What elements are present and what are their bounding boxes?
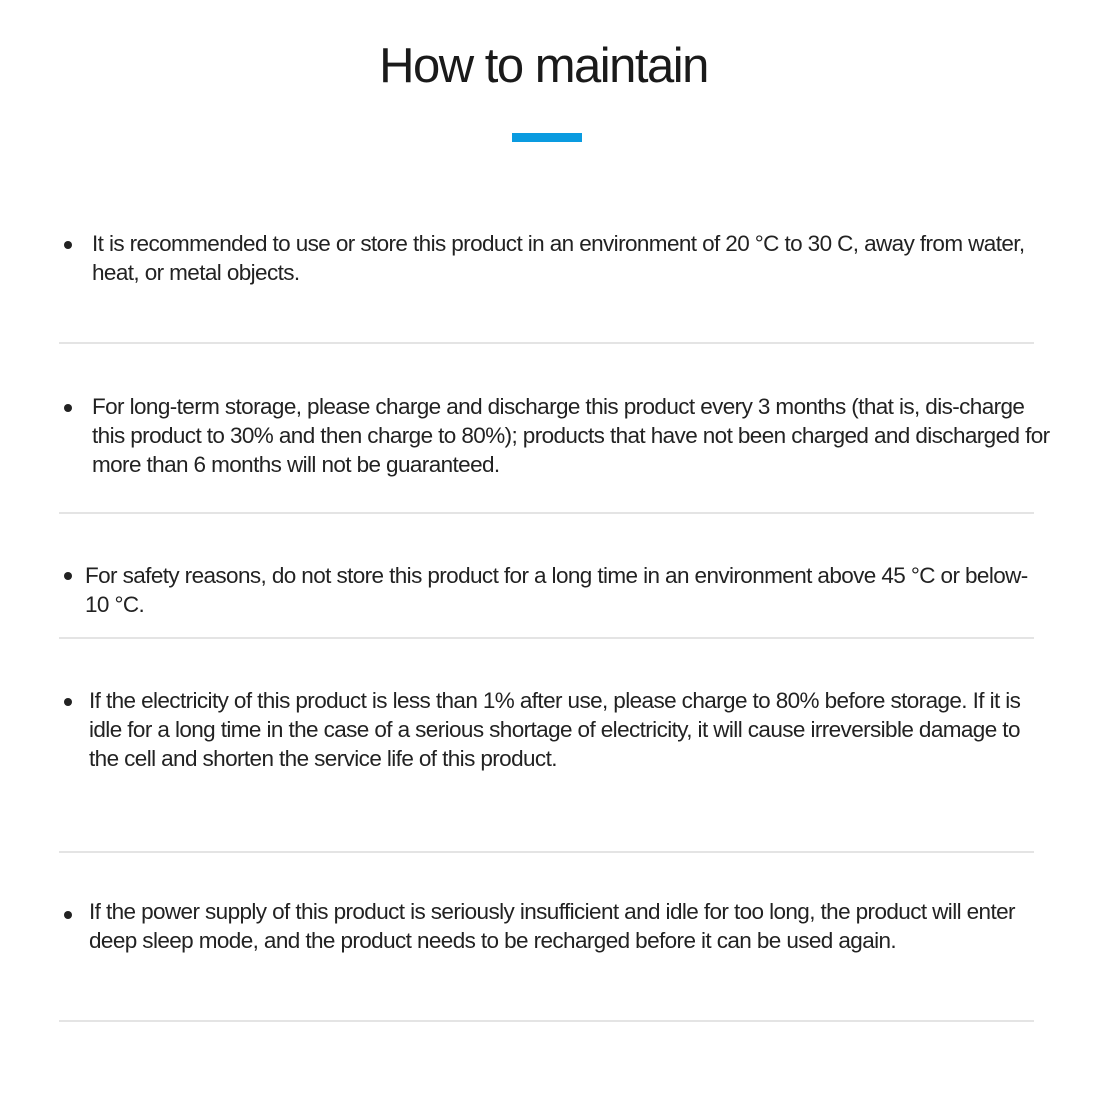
divider [59,1020,1034,1022]
divider [59,342,1034,344]
bullet-icon [64,404,72,412]
page-title: How to maintain [379,39,708,93]
maintenance-tip-3: For safety reasons, do not store this product for a long time in an environment above 45 °C or below-10 °C. [85,563,1028,617]
bullet-icon [64,698,72,706]
maintenance-tip-4: If the electricity of this product is less than 1% after use, please charge to 80% before storage. If it is idle for a long time in the case of a serious shortage of electricity, it will cause irreversible damage to the cell and shorten the service life of this product. [89,688,1021,771]
maintenance-tip-1: It is recommended to use or store this product in an environment of 20 °C to 30 C, away from water, heat, or metal objects. [92,231,1025,285]
divider [59,851,1034,853]
maintenance-tip-5: If the power supply of this product is seriously insufficient and idle for too long, the product will enter deep sleep mode, and the product needs to be recharged before it can be used again. [89,899,1015,953]
maintenance-tip-2: For long-term storage, please charge and discharge this product every 3 months (that is, dis-charge this product to 30% and then charge to 80%); products that have not been charged and discharged for more than 6 months will not be guaranteed. [92,394,1050,477]
bullet-icon [64,911,72,919]
title-accent-bar [512,133,582,142]
divider [59,637,1034,639]
divider [59,512,1034,514]
bullet-icon [64,241,72,249]
bullet-icon [64,572,72,580]
